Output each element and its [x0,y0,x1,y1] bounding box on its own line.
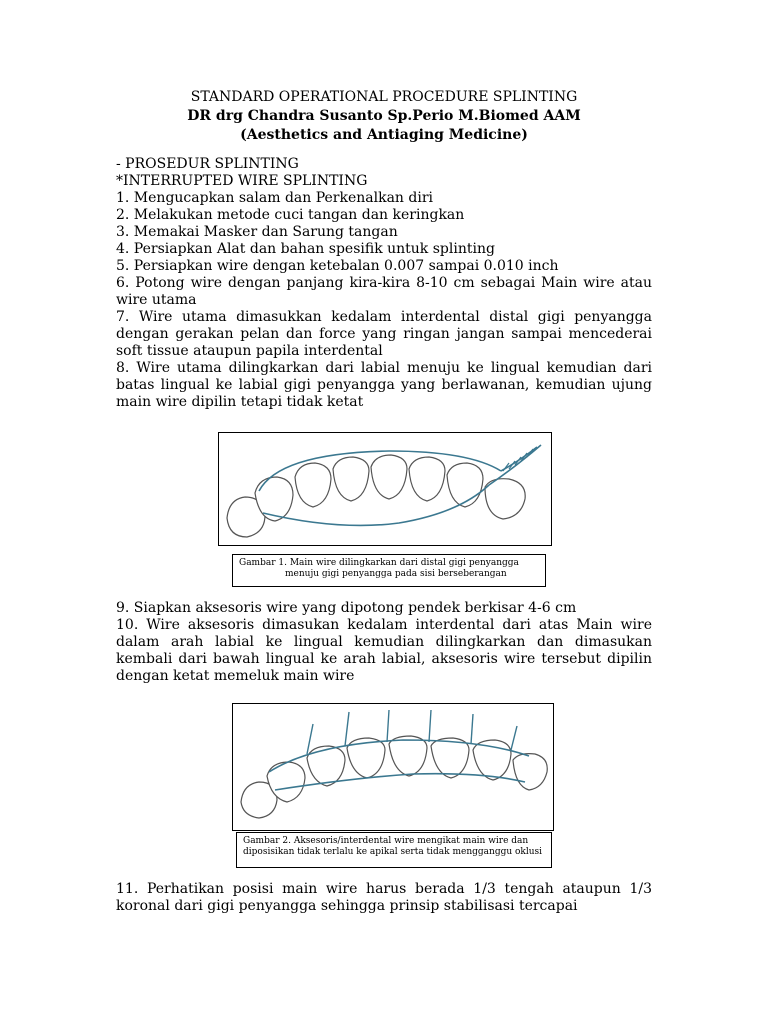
figure-1-caption [232,554,546,587]
step-7: 7. Wire utama dimasukkan kedalam interdental distal gigi penyangga dengan gerakan pelan dan force yang ringan jangan sampai mencederai soft tissue ataupun papila interdental [116,309,652,359]
procedure-text-part1 [116,156,652,411]
figure-2-caption [236,832,552,868]
document-author: DR drg Chandra Susanto Sp.Perio M.Biomed AAM [187,108,581,124]
step-8: 8. Wire utama dilingkarkan dari labial menuju ke lingual kemudian dari batas lingual ke labial gigi penyangga yang berlawanan, kemudian ujung main wire dipilin tetapi tidak ketat [116,360,652,410]
step-5: 5. Persiapkan wire dengan ketebalan 0.007 sampai 0.010 inch [116,258,559,274]
step-6: 6. Potong wire dengan panjang kira-kira 8-10 cm sebagai Main wire atau wire utama [116,275,652,308]
step-10: 10. Wire aksesoris dimasukan kedalam interdental dari atas Main wire dalam arah labial ke lingual kemudian dilingkarkan dan dimasukan kembali dari bawah lingual ke arah labial, aksesoris wire tersebut dipilin dengan ketat memeluk main wire [116,617,652,684]
step-11: 11. Perhatikan posisi main wire harus berada 1/3 tengah ataupun 1/3 koronal dari gigi penyangga sehingga prinsip stabilisasi tercapai [116,881,652,914]
step-3: 3. Memakai Masker dan Sarung tangan [116,224,398,240]
document-title: STANDARD OPERATIONAL PROCEDURE SPLINTING [190,89,578,105]
accessory-wire-teeth-drawing [233,704,553,830]
step-1: 1. Mengucapkan salam dan Perkenalkan diri [116,190,434,206]
document-affiliation: (Aesthetics and Antiaging Medicine) [240,127,528,143]
figure-1-caption-line1: Gambar 1. Main wire dilingkarkan dari distal gigi penyangga [239,558,519,568]
step-9: 9. Siapkan aksesoris wire yang dipotong pendek berkisar 4-6 cm [116,600,577,616]
figure-2-caption-line2: diposisikan tidak terlalu ke apikal serta tidak mengganggu oklusi [243,847,543,857]
main-wire-teeth-drawing [219,433,551,545]
procedure-text-part3 [116,881,652,915]
figure-1-caption-line2: menuju gigi penyangga pada sisi berseberangan [285,569,507,579]
figure-1-illustration [218,432,552,546]
procedure-text-part2 [116,600,652,685]
document-header [0,88,768,145]
step-4: 4. Persiapkan Alat dan bahan spesifik untuk splinting [116,241,495,257]
section-heading: - PROSEDUR SPLINTING [116,156,299,172]
figure-2-illustration [232,703,554,831]
step-2: 2. Melakukan metode cuci tangan dan keringkan [116,207,465,223]
figure-2-caption-line1: Gambar 2. Aksesoris/interdental wire mengikat main wire dan [243,836,529,846]
section-subheading: *INTERRUPTED WIRE SPLINTING [116,173,368,189]
